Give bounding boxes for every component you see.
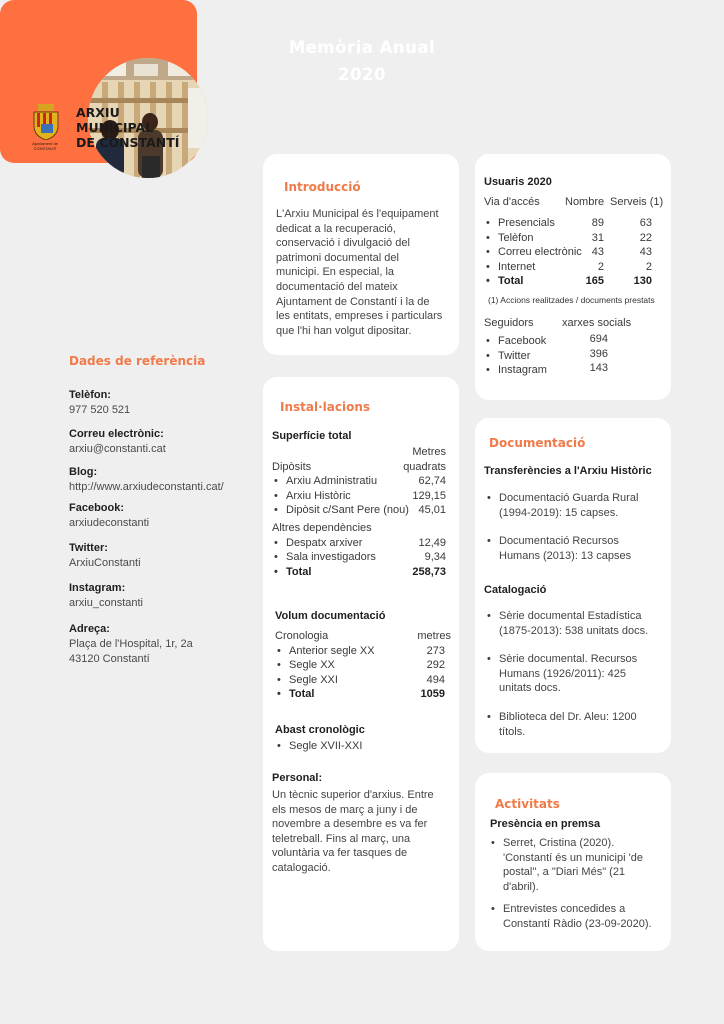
followers-label: Seguidors (484, 317, 534, 329)
volume-title: Volum documentació (275, 610, 386, 622)
address-block (69, 623, 193, 667)
address-line-1: Plaça de l'Hospital, 1r, 2a (69, 638, 193, 650)
twitter-link[interactable]: ArxiuConstanti (69, 557, 141, 569)
row-name: Telèfon (498, 231, 534, 244)
item-line: títols. (499, 725, 526, 738)
email-label: Correu electrònic: (69, 428, 164, 440)
row-name: Presencials (498, 217, 555, 229)
transfers-title: Transferències a l'Arxiu Històric (484, 465, 652, 477)
list-item (489, 902, 665, 931)
total-label: Total (498, 275, 524, 288)
list-item (272, 489, 446, 504)
range-list (275, 739, 362, 754)
table-row (484, 245, 652, 260)
item-line: Constantí Ràdio (23-09-2020). (503, 917, 652, 930)
table-row (484, 231, 652, 246)
documentation-card (475, 418, 671, 753)
report-title (0, 34, 724, 88)
total-row (275, 687, 445, 702)
surface-title: Superfície total (272, 430, 352, 442)
phone-block (69, 389, 130, 418)
twitter-block (69, 542, 141, 571)
services-label: Serveis (1) (610, 196, 664, 208)
users-list (484, 216, 652, 289)
access-label: Via d'accés (484, 196, 540, 208)
list-item (272, 550, 446, 565)
row-name: Internet (498, 260, 536, 273)
shield-caption: Ajuntament de CONSTANTÍ (32, 141, 58, 151)
row-name: Correu electrònic (498, 246, 582, 259)
staff-line: voluntària va fer tasques de (272, 847, 408, 860)
users-card (475, 154, 671, 400)
item-value: 62,74 (418, 475, 446, 488)
list-item (275, 644, 445, 659)
intro-card (263, 154, 459, 355)
municipal-shield-logo (31, 104, 61, 140)
item-value: 12,49 (418, 536, 446, 549)
item-line: Humans (2013): 13 capses (499, 549, 632, 562)
row-services: 63 (639, 217, 652, 229)
staff-text (272, 788, 454, 876)
facebook-label: Facebook: (69, 502, 125, 514)
list-item (489, 836, 665, 894)
total-row (484, 274, 652, 289)
other-label: Altres dependències (272, 521, 372, 534)
intro-line: patrimoni documental del (276, 251, 399, 264)
instagram-block (69, 582, 143, 611)
list-item (484, 363, 608, 378)
staff-line: catalogació. (272, 861, 331, 874)
item-name: • Segle XX (289, 659, 335, 672)
item-line: • Entrevistes concedides a (503, 903, 626, 916)
item-name: • Sala investigadors (286, 551, 376, 564)
item-line: • Biblioteca del Dr. Aleu: 1200 (499, 710, 637, 723)
installations-heading: Instal·lacions (280, 400, 371, 414)
activities-heading: Activitats (495, 797, 560, 811)
archive-name-line-1: ARXIU (76, 105, 120, 120)
address-line-2: 43120 Constantí (69, 653, 150, 665)
item-line: • Sèrie documental Estadística (499, 610, 642, 622)
intro-line: conservació i divulgació del (276, 237, 410, 250)
blog-link[interactable]: http://www.arxiudeconstanti.cat/ (69, 481, 224, 493)
table-row (484, 260, 652, 275)
list-item (275, 658, 445, 673)
item-line: postal'', a "Diari Més" (21 (503, 866, 626, 879)
item-line: 'Constantí és un municipi 'de (503, 851, 643, 864)
item-line: • Serret, Cristina (2020). (503, 837, 615, 849)
twitter-label: Twitter: (69, 542, 108, 554)
archive-name-line-3: DE CONSTANTÍ (76, 135, 180, 150)
networks-label: xarxes socials (562, 317, 632, 329)
intro-heading: Introducció (284, 180, 361, 194)
activities-card (475, 773, 671, 951)
item-line: (1994-2019): 15 capses. (499, 506, 619, 519)
network-name: Facebook (498, 335, 547, 347)
instagram-label: Instagram: (69, 582, 126, 594)
catalog-title: Catalogació (484, 584, 547, 596)
list-item (272, 474, 446, 489)
list-item (485, 652, 665, 696)
meters-label: metres (417, 630, 451, 642)
volume-table (275, 629, 451, 702)
units-header-2: quadrats (403, 460, 446, 473)
staff-line: teletreball. Fins al març, una (272, 832, 411, 845)
row-count: 43 (591, 246, 604, 259)
row-count: 31 (591, 231, 604, 244)
blog-block (69, 466, 224, 495)
total-services: 130 (633, 275, 652, 288)
item-name: • Segle XXI (289, 673, 338, 686)
item-line: unitats docs. (499, 682, 561, 695)
title-line-1: Memòria Anual (288, 38, 436, 57)
email-block (69, 428, 166, 457)
title-year: 2020 (338, 65, 386, 84)
item-name: • Arxiu Històric (286, 489, 351, 502)
units-header-1: Metres (412, 446, 446, 458)
instagram-link[interactable]: arxiu_constanti (69, 597, 143, 609)
phone-value[interactable]: 977 520 521 (69, 404, 131, 416)
followers-list (484, 334, 608, 378)
intro-line: documentació del mateix (276, 280, 398, 293)
staff-line: Un tècnic superior d'arxius. Entre (272, 789, 434, 801)
blog-label: Blog: (69, 466, 98, 478)
staff-line: novembre a desembre es va fer (272, 818, 428, 831)
network-name: Twitter (498, 349, 531, 362)
intro-line: dedicat a la recuperació, (276, 222, 396, 235)
network-name: Instagram (498, 364, 547, 377)
staff-title: Personal: (272, 772, 323, 784)
item-value: 494 (426, 673, 445, 686)
item-name: • Arxiu Administratiu (286, 475, 378, 488)
item-line: • Sèrie documental. Recursos (499, 653, 638, 666)
row-count: 2 (597, 260, 604, 273)
list-item (485, 491, 665, 520)
item-value: 45,01 (418, 504, 446, 517)
total-row (272, 565, 446, 580)
range-title: Abast cronològic (275, 724, 365, 736)
total-value: 258,73 (412, 565, 446, 578)
intro-text (276, 207, 456, 338)
catalog-list (485, 609, 665, 739)
item-name: • Anterior segle XX (289, 644, 375, 657)
list-item (275, 673, 445, 688)
item-value: 9,34 (424, 551, 446, 564)
users-title: Usuaris 2020 (484, 176, 552, 188)
facebook-link[interactable]: arxiudeconstanti (69, 517, 150, 529)
total-label: • Total (286, 565, 312, 578)
reference-heading: Dades de referència (69, 354, 206, 368)
title-card (0, 0, 436, 163)
item-value: 273 (426, 644, 445, 657)
item-line: Humans (1926/2011): 425 (499, 667, 626, 680)
row-services: 22 (639, 231, 652, 244)
list-item (272, 503, 446, 518)
volume-list (275, 644, 451, 702)
staff-line: els mesos de març a juny i de (272, 803, 418, 816)
item-value: 129,15 (412, 489, 446, 502)
total-value: 1059 (420, 688, 445, 701)
list-item (272, 536, 446, 551)
intro-line: municipi. En especial, la (276, 266, 395, 279)
item-name: • Dipòsit c/Sant Pere (nou) (286, 504, 409, 517)
press-title: Presència en premsa (490, 818, 601, 830)
intro-line: L'Arxiu Municipal és l'equipament (276, 208, 439, 220)
follower-count: 694 (589, 333, 608, 345)
address-label: Adreça: (69, 623, 110, 635)
total-label: • Total (289, 688, 315, 701)
press-list (489, 836, 665, 932)
chronology-label: Cronologia (275, 630, 329, 642)
list-item (485, 609, 665, 638)
item-line: • Documentació Guarda Rural (499, 492, 639, 504)
documentation-heading: Documentació (489, 436, 586, 450)
users-footnote: (1) Accions realitzades / documents prestats (488, 295, 655, 305)
archive-name-line-2: MUNICIPAL (76, 120, 154, 135)
surface-table (272, 445, 446, 579)
list-item (485, 534, 665, 563)
row-services: 43 (639, 246, 652, 259)
item-line: d'abril). (503, 880, 539, 893)
facebook-block (69, 502, 149, 531)
item-value: 292 (426, 659, 445, 672)
item-name: • Despatx arxiver (286, 536, 363, 549)
item-line: • Documentació Recursos (499, 535, 619, 548)
deposits-list (272, 474, 446, 518)
total-count: 165 (585, 275, 604, 288)
count-label: Nombre (565, 196, 605, 208)
intro-line: Ajuntament de Constantí i la de (276, 295, 430, 308)
follower-count: 143 (589, 362, 608, 375)
row-count: 89 (591, 217, 604, 229)
row-services: 2 (645, 260, 652, 273)
list-item: • Segle XVII-XXI (275, 739, 362, 754)
list-item (485, 710, 665, 739)
installations-card (263, 377, 459, 951)
intro-line: que l'hi han volgut dipositar. (276, 324, 412, 337)
transfers-list (485, 491, 665, 563)
other-list (272, 536, 446, 580)
intro-line: les entitats, empreses i particulars (276, 310, 443, 323)
follower-count: 396 (589, 347, 608, 360)
phone-label: Telèfon: (69, 389, 111, 401)
archive-name (76, 105, 179, 150)
table-row (484, 216, 652, 231)
reference-data (69, 354, 254, 368)
item-line: (1875-2013): 538 unitats docs. (499, 624, 649, 637)
deposits-label: Dipòsits (272, 460, 312, 473)
email-link[interactable]: arxiu@constanti.cat (69, 443, 166, 455)
